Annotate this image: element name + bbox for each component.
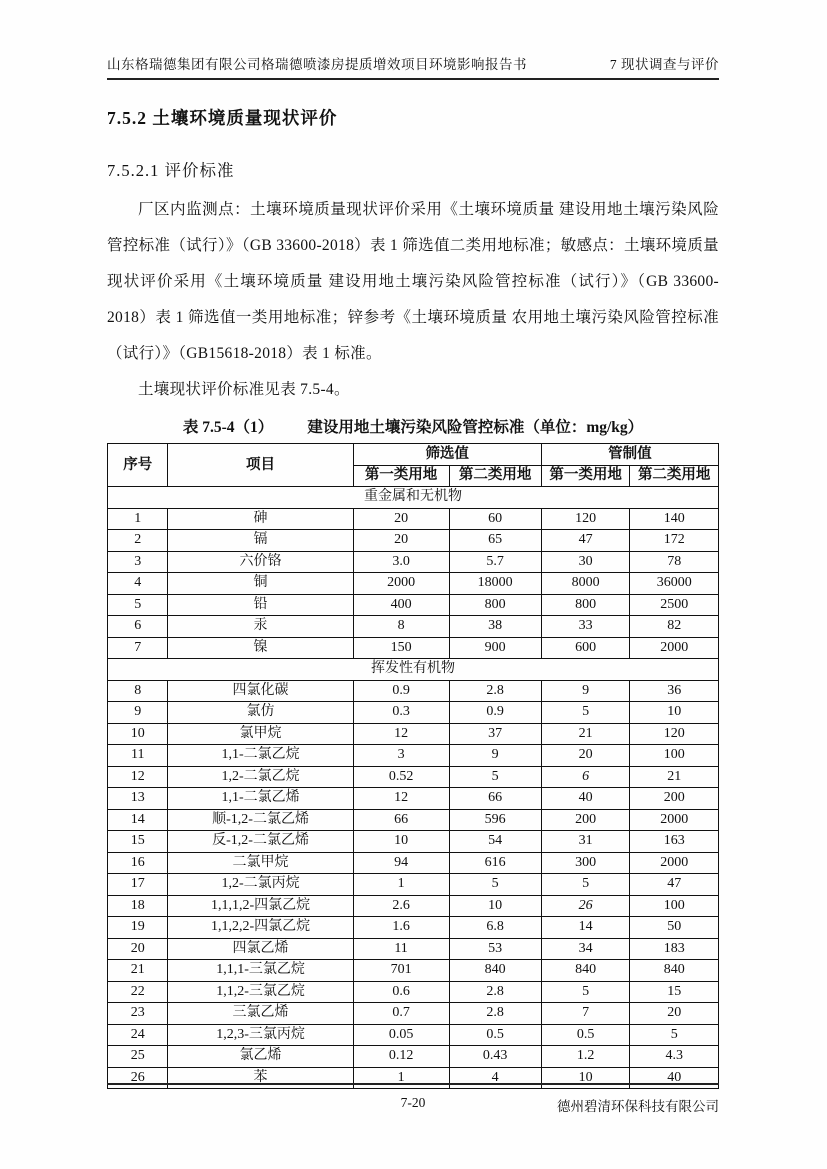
table-row: [108, 938, 719, 960]
row-value: 5: [541, 874, 630, 896]
row-item-name: 1,1,1,2-四氯乙烷: [168, 895, 353, 917]
row-index: 26: [108, 1067, 168, 1089]
page-header: [107, 0, 719, 80]
row-item-name: 砷: [168, 508, 353, 530]
table-header: [108, 444, 719, 487]
row-value: 34: [541, 938, 630, 960]
row-value: 163: [630, 831, 719, 853]
row-item-name: 铅: [168, 594, 353, 616]
row-index: 24: [108, 1024, 168, 1046]
paragraph-standards-description: 厂区内监测点：土壤环境质量现状评价采用《土壤环境质量 建设用地土壤污染风险管控标准（试行）》（GB 33600-2018）表 1 筛选值二类用地标准；敏感点：土壤环境质量现状评价采用《土壤环境质量 建设用地土壤污染风险管控标准（试行）》（GB 33600-2018）表 1 筛选值一类用地标准；锌参考《土壤环境质量 农用地土壤污染风险管控标准（试行）》（GB15618-2018）表 1 标准。: [107, 201, 719, 362]
table-row: [108, 530, 719, 552]
column-header-screening-land1: 第一类用地: [353, 465, 449, 487]
table-row: [108, 766, 719, 788]
row-item-name: 1,1-二氯乙烷: [168, 745, 353, 767]
row-value: 1: [353, 1067, 449, 1089]
row-index: 15: [108, 831, 168, 853]
row-value: 11: [353, 938, 449, 960]
row-item-name: 氯甲烷: [168, 723, 353, 745]
row-item-name: 氯乙烯: [168, 1046, 353, 1068]
footer-company-name: 德州碧清环保科技有限公司: [557, 1099, 719, 1114]
row-value: 26: [541, 895, 630, 917]
row-value: 40: [541, 788, 630, 810]
row-value: 10: [449, 895, 541, 917]
row-value: 36000: [630, 573, 719, 595]
row-item-name: 三氯乙烯: [168, 1003, 353, 1025]
row-value: 6: [541, 766, 630, 788]
row-value: 0.7: [353, 1003, 449, 1025]
table-row: [108, 637, 719, 659]
table-row: [108, 745, 719, 767]
table-row: [108, 702, 719, 724]
table-row: [108, 723, 719, 745]
row-value: 2.8: [449, 680, 541, 702]
row-value: 2000: [353, 573, 449, 595]
row-value: 36: [630, 680, 719, 702]
row-value: 78: [630, 551, 719, 573]
row-index: 18: [108, 895, 168, 917]
row-value: 0.12: [353, 1046, 449, 1068]
row-value: 1: [353, 874, 449, 896]
row-value: 20: [630, 1003, 719, 1025]
row-value: 7: [541, 1003, 630, 1025]
table-row: [108, 917, 719, 939]
row-value: 31: [541, 831, 630, 853]
row-value: 21: [630, 766, 719, 788]
row-value: 840: [630, 960, 719, 982]
row-item-name: 氯仿: [168, 702, 353, 724]
row-value: 4: [449, 1067, 541, 1089]
row-value: 21: [541, 723, 630, 745]
table-row: [108, 551, 719, 573]
table-row: [108, 1003, 719, 1025]
row-index: 4: [108, 573, 168, 595]
row-value: 140: [630, 508, 719, 530]
section-heading: 7.5.2 土壤环境质量现状评价: [107, 108, 338, 128]
header-document-title: 山东格瑞德集团有限公司格瑞德喷漆房提质增效项目环境影响报告书: [107, 57, 527, 72]
row-value: 0.5: [541, 1024, 630, 1046]
row-value: 30: [541, 551, 630, 573]
row-value: 600: [541, 637, 630, 659]
row-value: 3.0: [353, 551, 449, 573]
row-item-name: 四氯化碳: [168, 680, 353, 702]
row-index: 13: [108, 788, 168, 810]
row-item-name: 汞: [168, 616, 353, 638]
row-value: 6.8: [449, 917, 541, 939]
row-index: 22: [108, 981, 168, 1003]
row-value: 2.6: [353, 895, 449, 917]
row-value: 100: [630, 745, 719, 767]
row-value: 5: [449, 766, 541, 788]
row-value: 8000: [541, 573, 630, 595]
row-value: 5: [541, 702, 630, 724]
row-value: 800: [541, 594, 630, 616]
row-item-name: 镍: [168, 637, 353, 659]
row-value: 12: [353, 788, 449, 810]
table-row: [108, 616, 719, 638]
row-value: 60: [449, 508, 541, 530]
table-row: [108, 809, 719, 831]
subsection-heading: 7.5.2.1 评价标准: [107, 161, 235, 180]
row-index: 23: [108, 1003, 168, 1025]
column-header-item: 项目: [168, 444, 353, 487]
table-row: [108, 1046, 719, 1068]
row-value: 200: [630, 788, 719, 810]
row-value: 2000: [630, 852, 719, 874]
row-value: 0.6: [353, 981, 449, 1003]
row-value: 2000: [630, 809, 719, 831]
table-section-row: [108, 487, 719, 509]
row-value: 840: [541, 960, 630, 982]
row-item-name: 1,1,2-三氯乙烷: [168, 981, 353, 1003]
row-value: 53: [449, 938, 541, 960]
row-value: 50: [630, 917, 719, 939]
row-value: 66: [353, 809, 449, 831]
row-value: 616: [449, 852, 541, 874]
soil-standards-table: [107, 443, 719, 1089]
row-value: 20: [353, 530, 449, 552]
column-header-control: 管制值: [541, 444, 718, 466]
row-index: 21: [108, 960, 168, 982]
row-value: 8: [353, 616, 449, 638]
row-index: 8: [108, 680, 168, 702]
row-value: 400: [353, 594, 449, 616]
table-caption-title: 建设用地土壤污染风险管控标准（单位：mg/kg）: [307, 419, 644, 436]
table-caption-label: 表 7.5-4（1）: [182, 419, 274, 436]
row-item-name: 1,2-二氯丙烷: [168, 874, 353, 896]
table-caption: [107, 415, 719, 437]
row-item-name: 1,1-二氯乙烯: [168, 788, 353, 810]
row-index: 12: [108, 766, 168, 788]
row-item-name: 二氯甲烷: [168, 852, 353, 874]
table-section-label: 重金属和无机物: [108, 487, 719, 509]
column-header-control-land1: 第一类用地: [541, 465, 630, 487]
row-value: 840: [449, 960, 541, 982]
row-index: 5: [108, 594, 168, 616]
row-value: 38: [449, 616, 541, 638]
row-value: 1.6: [353, 917, 449, 939]
row-value: 120: [541, 508, 630, 530]
row-value: 5: [541, 981, 630, 1003]
row-value: 1.2: [541, 1046, 630, 1068]
row-value: 9: [541, 680, 630, 702]
row-index: 7: [108, 637, 168, 659]
row-value: 5.7: [449, 551, 541, 573]
table-section-row: [108, 659, 719, 681]
paragraph-table-reference: 土壤现状评价标准见表 7.5-4。: [138, 381, 350, 398]
column-header-screening: 筛选值: [353, 444, 541, 466]
row-value: 2000: [630, 637, 719, 659]
row-value: 12: [353, 723, 449, 745]
row-value: 900: [449, 637, 541, 659]
column-header-control-land2: 第二类用地: [630, 465, 719, 487]
row-value: 183: [630, 938, 719, 960]
column-header-index: 序号: [108, 444, 168, 487]
row-value: 2.8: [449, 981, 541, 1003]
row-value: 0.52: [353, 766, 449, 788]
row-index: 14: [108, 809, 168, 831]
row-value: 2500: [630, 594, 719, 616]
row-value: 66: [449, 788, 541, 810]
row-value: 9: [449, 745, 541, 767]
footer-line: [107, 1095, 719, 1114]
row-item-name: 四氯乙烯: [168, 938, 353, 960]
row-value: 37: [449, 723, 541, 745]
table-row: [108, 594, 719, 616]
row-value: 200: [541, 809, 630, 831]
row-index: 17: [108, 874, 168, 896]
row-value: 54: [449, 831, 541, 853]
row-value: 0.9: [353, 680, 449, 702]
row-value: 150: [353, 637, 449, 659]
row-index: 16: [108, 852, 168, 874]
row-value: 596: [449, 809, 541, 831]
row-value: 0.05: [353, 1024, 449, 1046]
row-value: 18000: [449, 573, 541, 595]
row-value: 14: [541, 917, 630, 939]
row-value: 10: [541, 1067, 630, 1089]
row-value: 701: [353, 960, 449, 982]
row-value: 0.5: [449, 1024, 541, 1046]
row-value: 47: [630, 874, 719, 896]
page-footer: [107, 1083, 719, 1114]
row-index: 25: [108, 1046, 168, 1068]
row-value: 4.3: [630, 1046, 719, 1068]
row-index: 11: [108, 745, 168, 767]
row-value: 5: [449, 874, 541, 896]
row-index: 10: [108, 723, 168, 745]
table-section-label: 挥发性有机物: [108, 659, 719, 681]
row-value: 3: [353, 745, 449, 767]
row-value: 94: [353, 852, 449, 874]
table-row: [108, 981, 719, 1003]
table-row: [108, 895, 719, 917]
row-item-name: 顺-1,2-二氯乙烯: [168, 809, 353, 831]
row-value: 20: [353, 508, 449, 530]
table-row: [108, 1024, 719, 1046]
table-row: [108, 573, 719, 595]
table-row: [108, 831, 719, 853]
row-index: 20: [108, 938, 168, 960]
row-value: 65: [449, 530, 541, 552]
row-value: 20: [541, 745, 630, 767]
row-item-name: 镉: [168, 530, 353, 552]
column-header-screening-land2: 第二类用地: [449, 465, 541, 487]
row-item-name: 1,1,1-三氯乙烷: [168, 960, 353, 982]
row-item-name: 苯: [168, 1067, 353, 1089]
table-row: [108, 960, 719, 982]
content-area: [107, 0, 719, 1089]
row-item-name: 1,1,2,2-四氯乙烷: [168, 917, 353, 939]
row-value: 2.8: [449, 1003, 541, 1025]
row-value: 0.3: [353, 702, 449, 724]
row-value: 120: [630, 723, 719, 745]
row-index: 9: [108, 702, 168, 724]
row-value: 0.9: [449, 702, 541, 724]
table-row: [108, 852, 719, 874]
row-value: 40: [630, 1067, 719, 1089]
row-value: 15: [630, 981, 719, 1003]
row-value: 33: [541, 616, 630, 638]
row-value: 100: [630, 895, 719, 917]
row-value: 0.43: [449, 1046, 541, 1068]
row-value: 82: [630, 616, 719, 638]
row-index: 6: [108, 616, 168, 638]
table-row: [108, 508, 719, 530]
row-index: 3: [108, 551, 168, 573]
row-item-name: 反-1,2-二氯乙烯: [168, 831, 353, 853]
row-value: 172: [630, 530, 719, 552]
row-item-name: 六价铬: [168, 551, 353, 573]
row-index: 19: [108, 917, 168, 939]
row-value: 47: [541, 530, 630, 552]
header-chapter-label: 7 现状调查与评价: [609, 57, 719, 72]
row-item-name: 1,2,3-三氯丙烷: [168, 1024, 353, 1046]
standards-table-body: [108, 487, 719, 1089]
row-index: 2: [108, 530, 168, 552]
row-value: 10: [630, 702, 719, 724]
table-row: [108, 874, 719, 896]
table-row: [108, 680, 719, 702]
page-number: 7-20: [400, 1095, 426, 1110]
row-value: 300: [541, 852, 630, 874]
row-value: 5: [630, 1024, 719, 1046]
row-item-name: 铜: [168, 573, 353, 595]
row-value: 10: [353, 831, 449, 853]
table-row: [108, 788, 719, 810]
row-index: 1: [108, 508, 168, 530]
row-value: 800: [449, 594, 541, 616]
row-item-name: 1,2-二氯乙烷: [168, 766, 353, 788]
